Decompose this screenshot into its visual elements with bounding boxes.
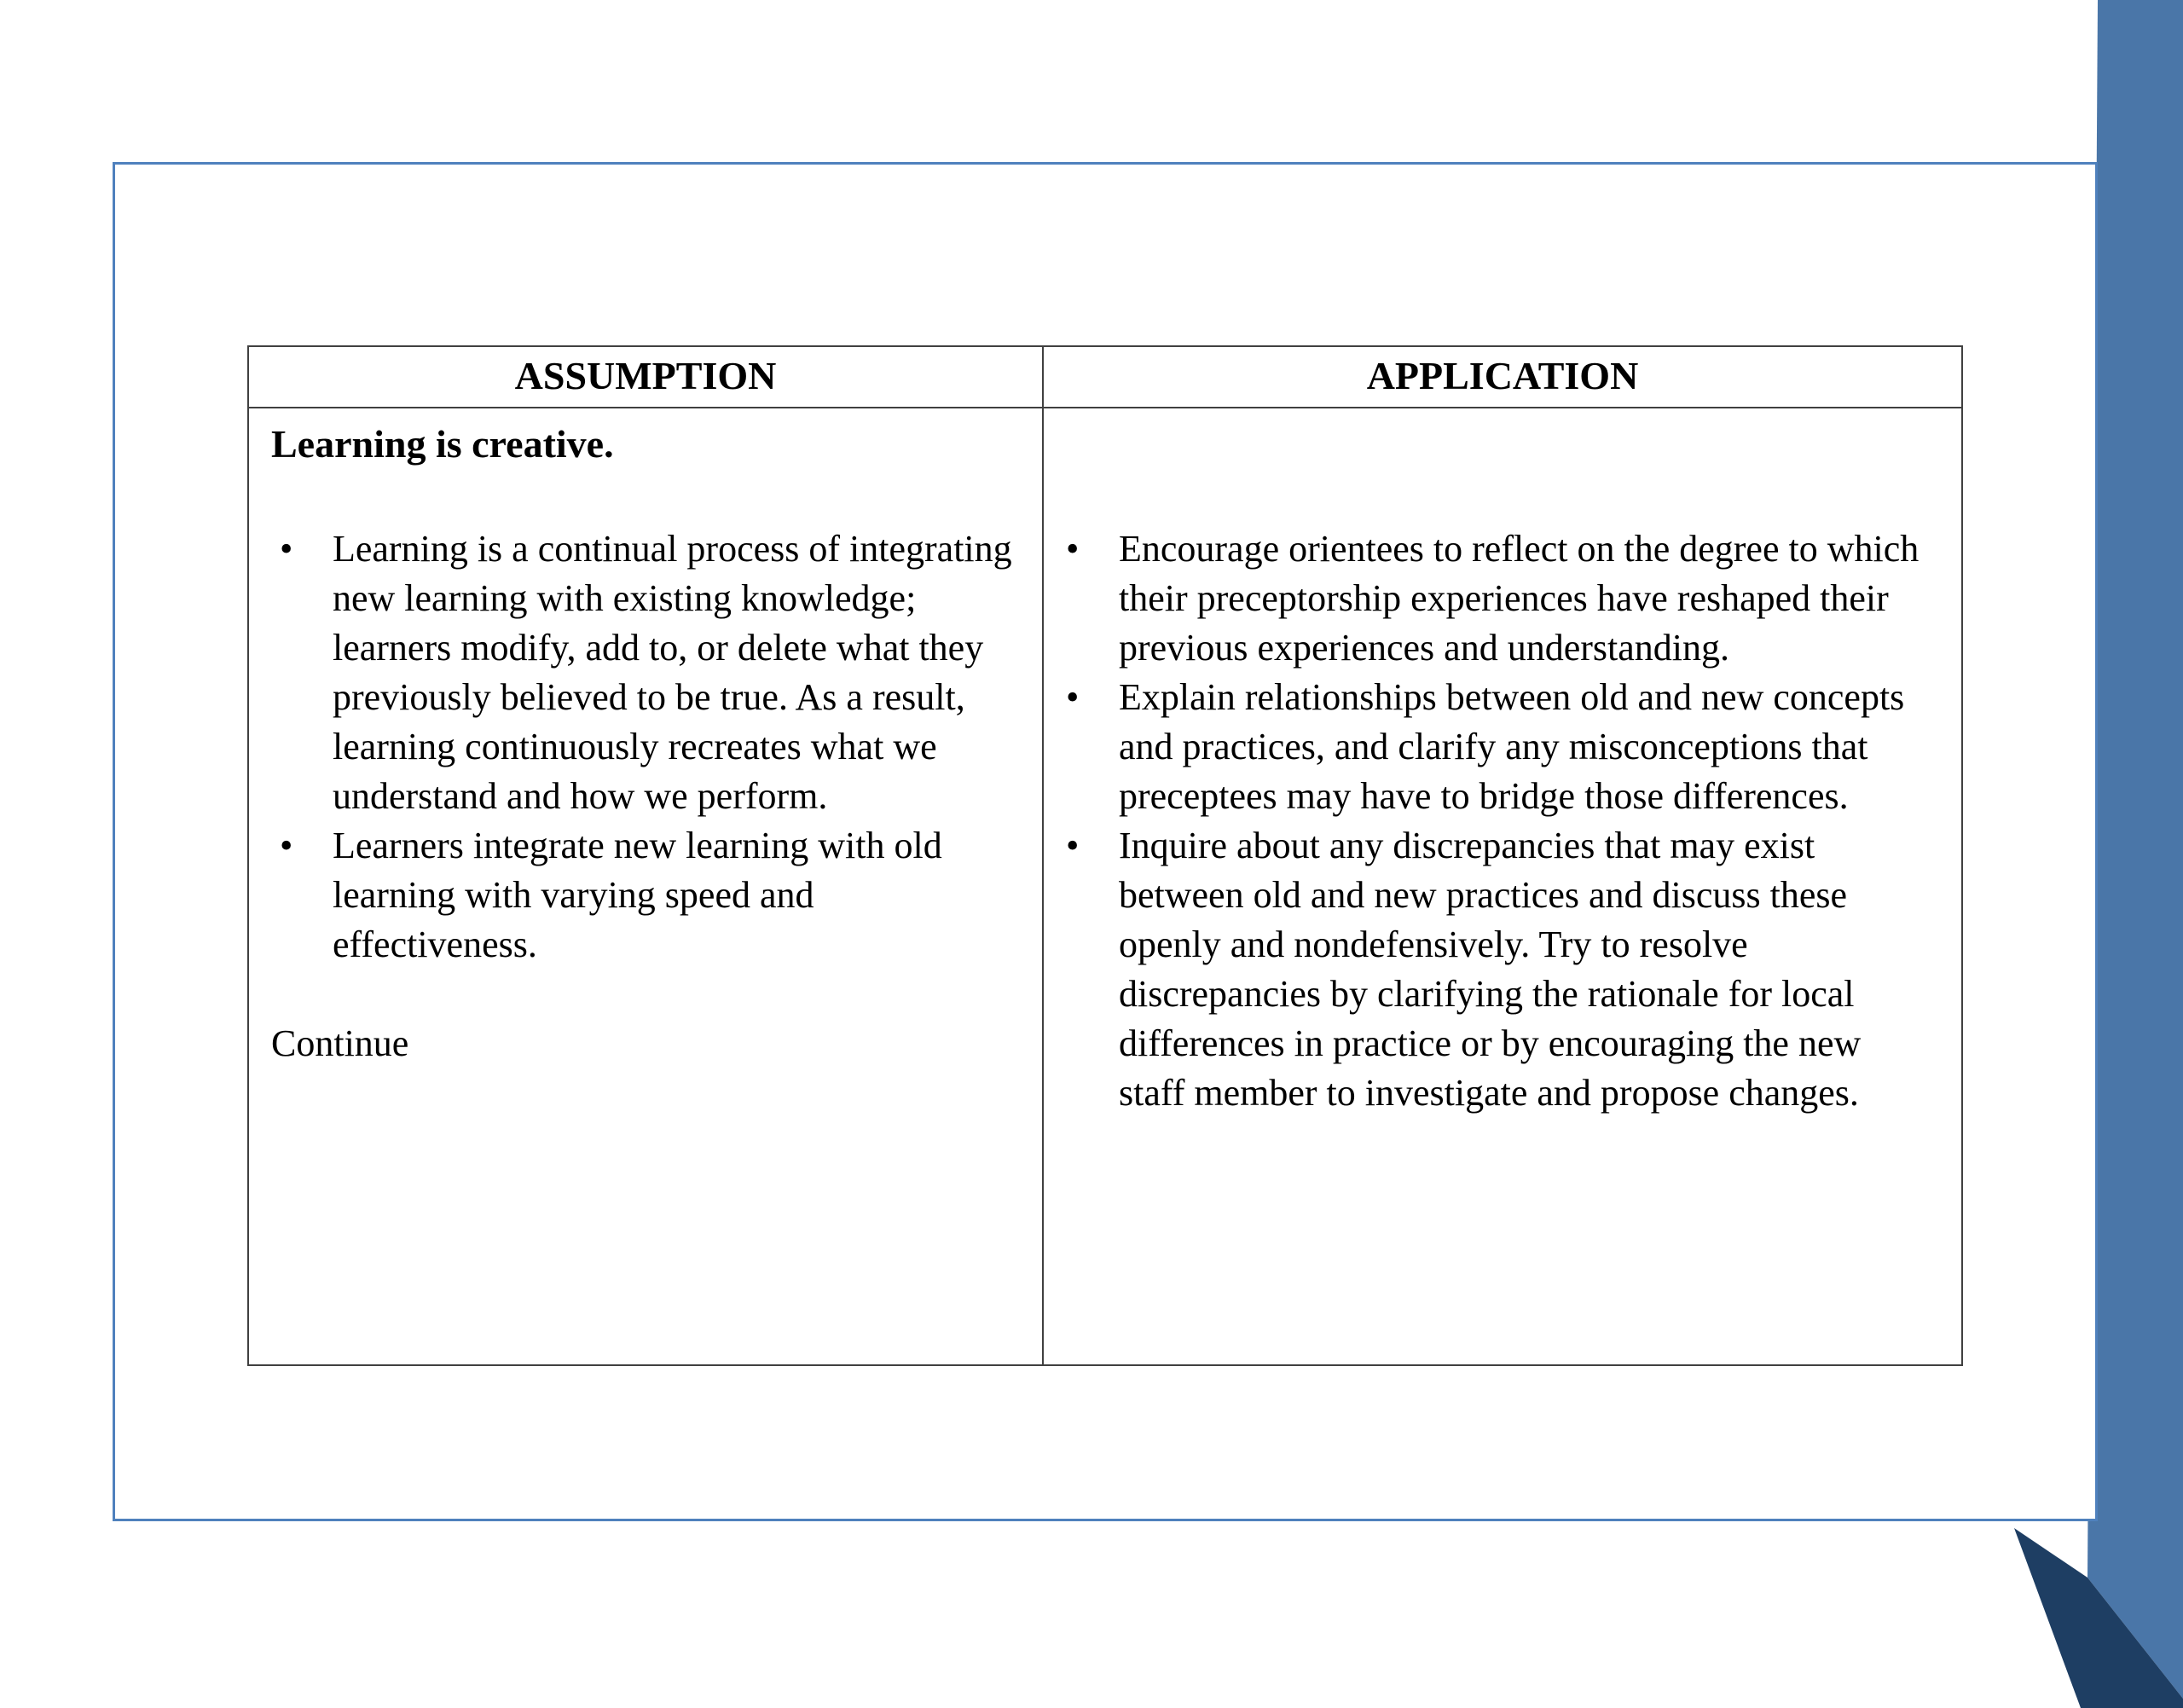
table-body-row: [249, 408, 1961, 1364]
application-column-header: APPLICATION: [1366, 354, 1639, 397]
bullet-item: • Learning is a continual process of integrating new learning with existing knowledge; learners modify, add to, or delete what they previously believed to be true. As a result, learning continuously recreates what we understand and how we perform.: [271, 524, 1018, 821]
application-bullet-list: [1057, 524, 1936, 1118]
continue-text: Continue: [271, 1022, 409, 1064]
assumption-cell: [249, 408, 1044, 1364]
assumption-title: Learning is creative.: [271, 422, 614, 466]
assumption-bullet-list: [271, 524, 1018, 970]
assumption-application-table: [247, 345, 1963, 1366]
document-page: [113, 162, 2098, 1521]
assumption-column-header: ASSUMPTION: [249, 347, 1044, 407]
bullet-item: • Inquire about any discrepancies that may exist between old and new practices and discuss these openly and nondefensively. Try to resolve discrepancies by clarifying the rationale for local differences in practice or by encouraging the new staff member to investigate and propose changes.: [1057, 821, 1936, 1118]
ribbon-shape: [2087, 0, 2183, 1699]
bullet-item: • Learners integrate new learning with old learning with varying speed and effectiveness.: [271, 821, 1018, 970]
bullet-item: • Explain relationships between old and new concepts and practices, and clarify any misconceptions that preceptees may have to bridge those differences.: [1057, 673, 1936, 821]
application-cell: [1044, 408, 1961, 1364]
bullet-item: • Encourage orientees to reflect on the degree to which their preceptorship experiences have reshaped their previous experiences and understanding.: [1057, 524, 1936, 673]
table-header-row: [249, 347, 1961, 408]
